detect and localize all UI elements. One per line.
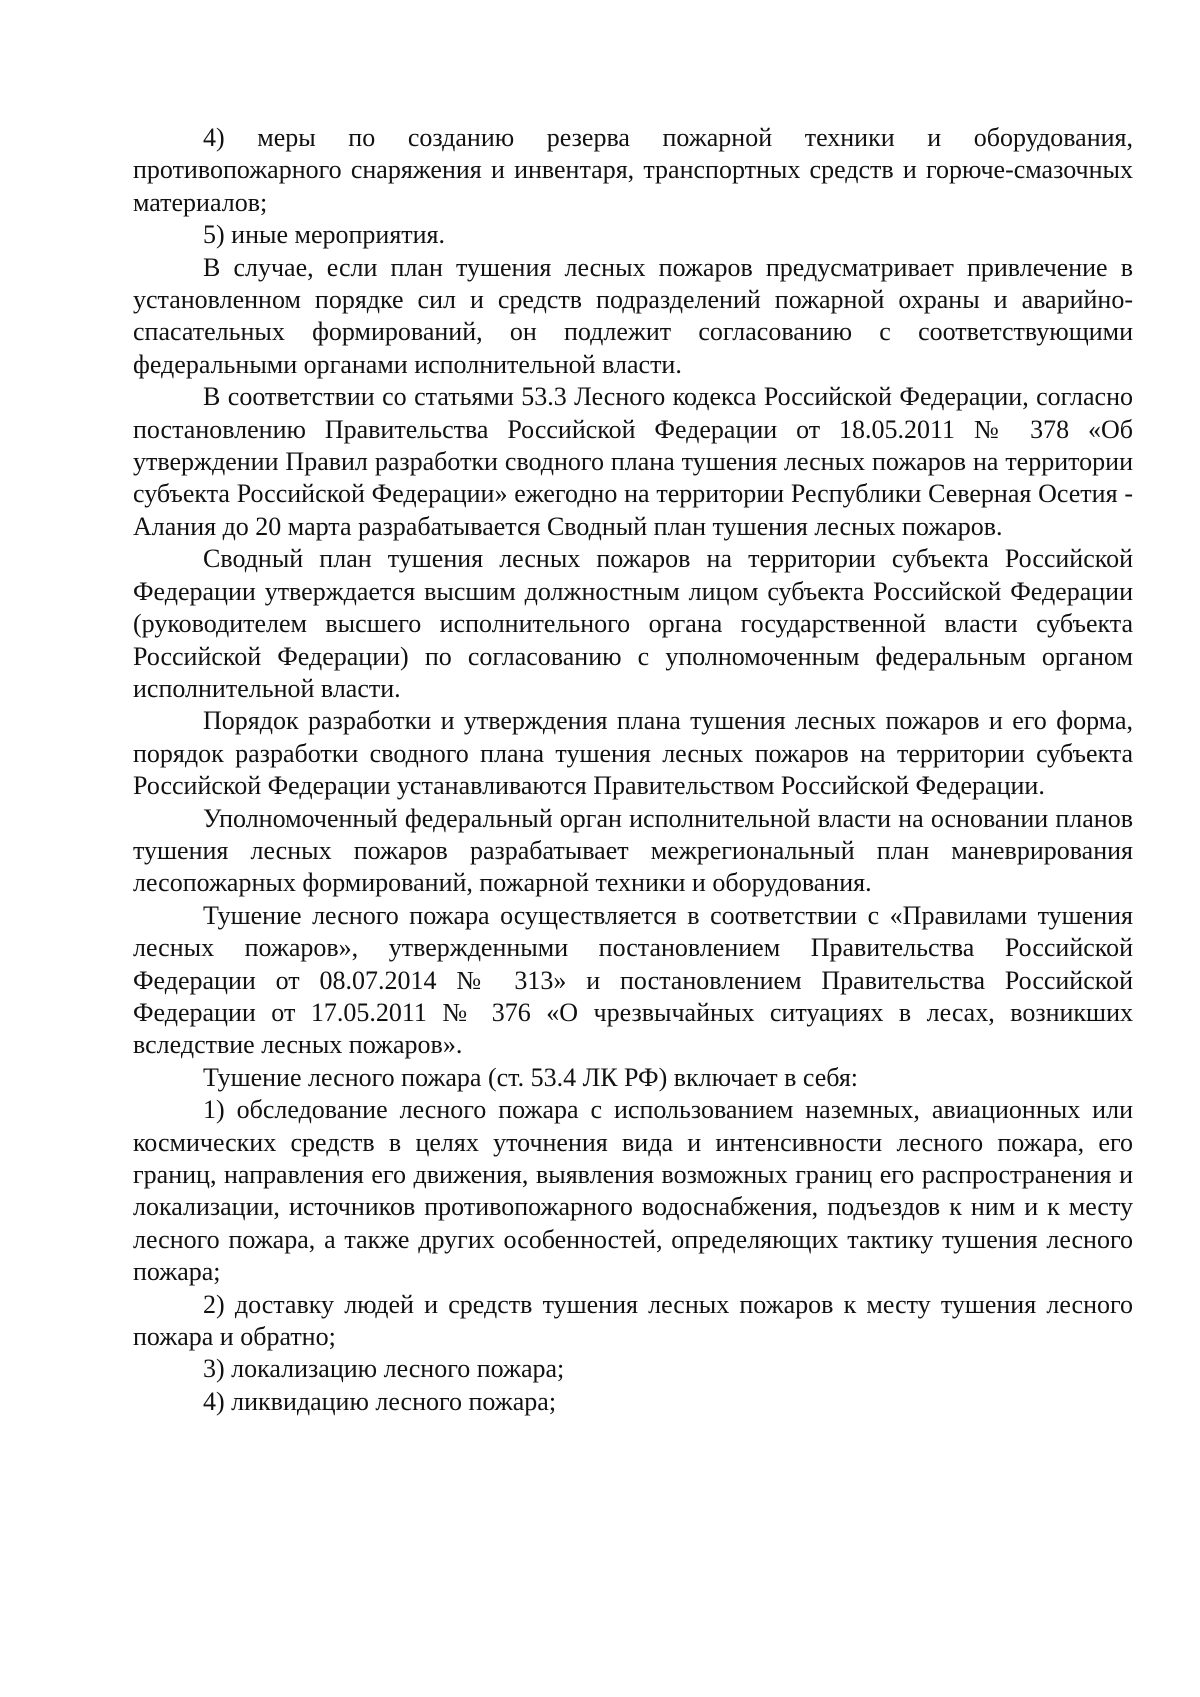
paragraph-legal-basis: В соответствии со статьями 53.3 Лесного кодекса Российской Федерации, согласно постановлению Правительства Российской Федерации от 18.05.2011 № 378 «Об утверждении Правил разработки сводного плана тушения лесных пожаров на территории субъекта Российской Федерации» ежегодно на территории Республики Северная Осетия - Алания до 20 марта разрабатывается Сводный план тушения лесных пожаров. (133, 382, 1133, 541)
paragraph-measures-item-4: 4) меры по созданию резерва пожарной техники и оборудования, противопожарного снаряжения и инвентаря, транспортных средств и горюче-смазочных материалов; (133, 123, 1133, 217)
paragraph-item-2-delivery: 2) доставку людей и средств тушения лесных пожаров к месту тушения лесного пожара и обратно; (133, 1289, 1133, 1352)
paragraph-item-1-survey: 1) обследование лесного пожара с использованием наземных, авиационных или космических средств в целях уточнения вида и интенсивности лесного пожара, его границ, направления его движения, выявления возможных границ его распространения и локализации, источников противопожарного водоснабжения, подъездов к ним и к месту лесного пожара, а также других особенностей, определяющих тактику тушения лесного пожара; (133, 1095, 1133, 1287)
document-page (133, 122, 1133, 1418)
paragraph-development-procedure: Порядок разработки и утверждения плана тушения лесных пожаров и его форма, порядок разработки сводного плана тушения лесных пожаров на территории субъекта Российской Федерации устанавливаются Правительством Российской Федерации. (133, 706, 1133, 801)
paragraph-extinguishing-includes: Тушение лесного пожара (ст. 53.4 ЛК РФ) включает в себя: (203, 1062, 859, 1092)
paragraph-maneuvering-plan: Уполномоченный федеральный орган исполнительной власти на основании планов тушения лесных пожаров разрабатывает межрегиональный план маневрирования лесопожарных формирований, пожарной техники и оборудования. (133, 803, 1133, 898)
paragraph-item-4-liquidation: 4) ликвидацию лесного пожара; (203, 1386, 557, 1416)
paragraph-item-3-localization: 3) локализацию лесного пожара; (203, 1354, 565, 1384)
paragraph-approval-requirement: В случае, если план тушения лесных пожаров предусматривает привлечение в установленном порядке сил и средств подразделений пожарной охраны и аварийно-спасательных формирований, он подлежит согласованию с соответствующими федеральными органами исполнительной власти. (133, 252, 1133, 379)
paragraph-consolidated-plan-approval: Сводный план тушения лесных пожаров на территории субъекта Российской Федерации утверждается высшим должностным лицом субъекта Российской Федерации (руководителем высшего исполнительного органа государственной власти субъекта Российской Федерации) по согласованию с уполномоченным федеральным органом исполнительной власти. (133, 544, 1133, 703)
paragraph-extinguishing-rules: Тушение лесного пожара осуществляется в соответствии с «Правилами тушения лесных пожаров», утвержденными постановлением Правительства Российской Федерации от 08.07.2014 № 313» и постановлением Правительства Российской Федерации от 17.05.2011 № 376 «О чрезвычайных ситуациях в лесах, возникших вследствие лесных пожаров». (133, 900, 1133, 1060)
paragraph-measures-item-5: 5) иные мероприятия. (203, 220, 446, 250)
